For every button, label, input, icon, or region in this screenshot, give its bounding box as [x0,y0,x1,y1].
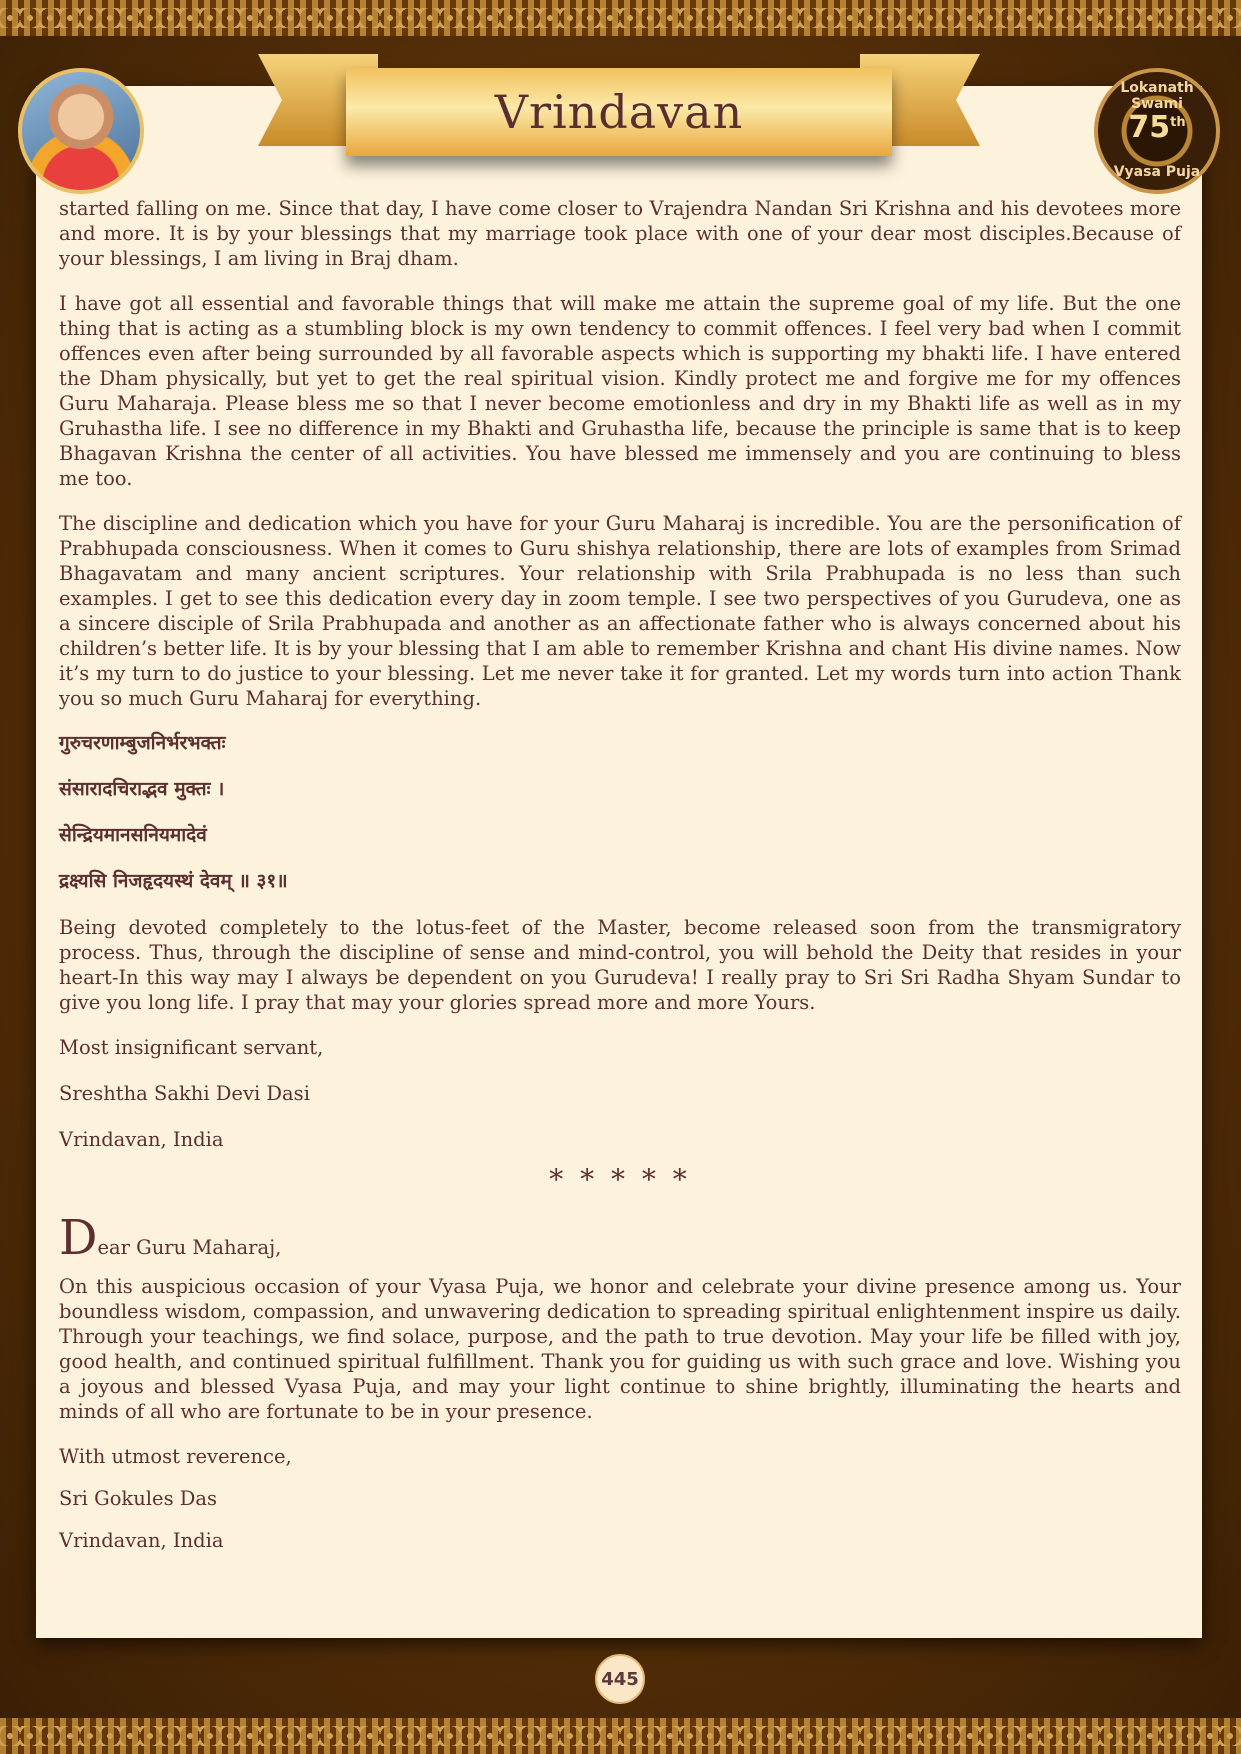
letters-body [59,196,1181,1574]
bottom-border [0,1718,1241,1754]
page-title: Vrindavan [494,85,744,139]
verse-line-1: गुरुचरणाम्बुजनिर्भरभक्तः [59,732,226,754]
letter1-paragraph-4: Being devoted completely to the lotus-feet of the Master, become released soon from the transmigratory process. Thus, through the discipline of sense and mind-control, you will behold the Deity that resides in your heart-In this way may I always be dependent on you Gurudeva! I really pray to Sri Sri Radha Shyam Sundar to give you long life. I pray that may your glories spread more and more Yours. [59,916,1181,1014]
banner-ribbon [346,68,892,156]
letter1-closing: Most insignificant servant, [59,1036,324,1059]
vyasa-puja-seal-logo [1094,68,1220,194]
letter2-salutation: Dear Guru Maharaj, [59,1210,282,1266]
letter2-paragraph-1: On this auspicious occasion of your Vyasa Puja, we honor and celebrate your divine presence among us. Your boundless wisdom, compassion, and unwavering dedication to spreading spiritual enlightenment inspire us daily. Through your teachings, we find solace, purpose, and the path to true devotion. May your life be filled with joy, good health, and continued spiritual fulfillment. Thank you for guiding us with such grace and love. Wishing you a joyous and blessed Vyasa Puja, and may your light continue to shine brightly, illuminating the hearts and minds of all who are fortunate to be in your presence. [59,1275,1181,1423]
letter1-paragraph-3: The discipline and dedication which you have for your Guru Maharaj is incredible. You are the personification of Prabhupada consciousness. When it comes to Guru shishya relationship, there are lots of examples from Srimad Bhagavatam and many ancient scriptures. Your relationship with Srila Prabhupada is no less than such examples. I get to see this dedication every day in zoom temple. I see two perspectives of you Gurudeva, one as a sincere disciple of Srila Prabhupada and another as an affectionate father who is always concerned about his children’s better life. It is by your blessing that I am able to remember Krishna and chant His divine names. Now it’s my turn to do justice to your blessing. Let me never take it for granted. Let my words turn into action Thank you so much Guru Maharaj for everything. [59,512,1181,710]
top-border [0,0,1241,36]
section-separator: * * * * * [549,1163,691,1196]
seal-number: 75th [1128,110,1186,145]
verse-line-3: सेन्द्रियमानसनियमादेवं [59,824,207,846]
seal-bottom-text: Vyasa Puja [1113,164,1201,180]
verse-line-2: संसारादचिराद्भव मुक्तः । [59,778,225,800]
letter1-signature-name: Sreshtha Sakhi Devi Dasi [59,1082,310,1105]
letter1-paragraph-1: started falling on me. Since that day, I have come closer to Vrajendra Nandan Sri Krishna and his devotees more and more. It is by your blessings that my marriage took place with one of your dear most disciples.Because of your blessings, I am living in Braj dham. [59,197,1181,270]
title-banner [258,50,980,168]
letter2-signature-name: Sri Gokules Das [59,1487,218,1510]
guru-portrait-avatar [18,68,144,194]
drop-cap: D [59,1210,98,1266]
verse-line-4: द्रक्ष्यसि निजहृदयस्थं देवम् ॥ ३१॥ [59,870,288,892]
letter2-closing: With utmost reverence, [59,1445,292,1468]
page-number: 445 [595,1654,645,1704]
letter1-paragraph-2: I have got all essential and favorable things that will make me attain the supreme goal of my life. But the one thing that is acting as a stumbling block is my own tendency to commit offences. I feel very bad when I commit offences even after being surrounded by all favorable aspects which is supporting my bhakti life. I have entered the Dham physically, but yet to get the real spiritual vision. Kindly protect me and forgive me for my offences Guru Maharaja. Please bless me so that I never become emotionless and dry in my Bhakti life as well as in my Gruhastha life. I see no difference in my Bhakti and Gruhastha life, because the principle is same that is to keep Bhagavan Krishna the center of all activities. You have blessed me immensely and you are continuing to bless me too. [59,292,1181,490]
seal-top-text: Lokanath Swami [1120,80,1194,112]
letter1-place: Vrindavan, India [59,1128,224,1151]
letter2-place: Vrindavan, India [59,1529,224,1552]
